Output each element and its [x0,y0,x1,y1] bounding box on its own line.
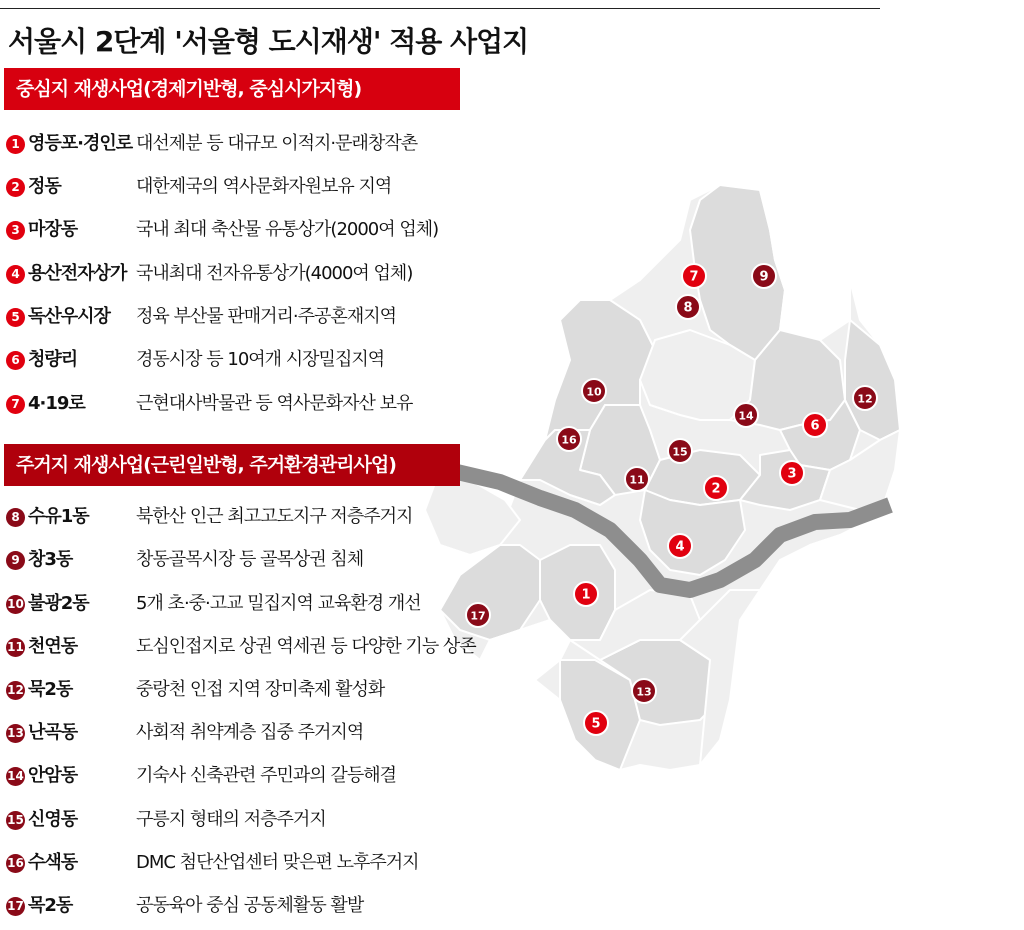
marker-number: 17 [470,609,486,623]
section-central-header: 중심지 재생사업(경제기반형, 중심시가지형) [4,68,460,110]
marker-number: 13 [636,685,652,699]
site-name: 난곡동 [28,722,78,743]
site-description: 사회적 취약계층 집중 주거지역 [136,722,364,743]
site-number-badge: 8 [6,508,25,527]
map-marker-9 [752,264,776,288]
site-number-badge: 5 [6,308,25,327]
site-description: 5개 초·중·고교 밀집지역 교육환경 개선 [136,593,421,614]
site-name: 독산우시장 [28,306,110,327]
site-number-badge: 16 [6,854,25,873]
site-name: 정동 [28,176,61,197]
site-row [4,802,474,838]
site-description: 정육 부산물 판매거리·주공혼재지역 [136,306,396,327]
site-name: 용산전자상가 [28,263,127,284]
top-rule [0,8,880,9]
site-description: 도심인접지로 상권 역세권 등 다양한 기능 상존 [136,636,476,657]
site-name: 4·19로 [28,393,85,414]
marker-number: 14 [738,409,754,423]
site-number-badge: 14 [6,767,25,786]
site-number-badge: 11 [6,638,25,657]
site-row [4,342,474,378]
site-name: 창3동 [28,549,73,570]
site-row [4,499,474,535]
site-name: 마장동 [28,219,78,240]
map-marker-6 [803,413,827,437]
site-number-badge: 4 [6,265,25,284]
map-marker-2 [704,476,728,500]
site-row [4,586,474,622]
site-description: 대선제분 등 대규모 이적지·문래창작촌 [136,133,418,154]
site-number-badge: 10 [6,595,25,614]
site-description: 근현대사박물관 등 역사문화자산 보유 [136,393,413,414]
site-number-badge: 1 [6,135,25,154]
marker-number: 1 [581,587,591,603]
page-title: 서울시 2단계 '서울형 도시재생' 적용 사업지 [8,25,529,58]
marker-number: 7 [689,269,699,285]
site-name: 안암동 [28,765,78,786]
site-number-badge: 2 [6,178,25,197]
marker-number: 10 [586,385,602,399]
site-number-badge: 13 [6,724,25,743]
map-marker-15 [668,439,692,463]
site-row [4,256,474,292]
map-marker-12 [853,386,877,410]
site-number-badge: 6 [6,351,25,370]
marker-number: 4 [675,539,685,555]
site-number-badge: 3 [6,221,25,240]
site-name: 수유1동 [28,506,89,527]
site-number-badge: 7 [6,395,25,414]
site-description: 대한제국의 역사문화자원보유 지역 [136,176,392,197]
map-marker-7 [682,264,706,288]
marker-number: 6 [810,418,820,434]
site-row [4,169,474,205]
site-row [4,715,474,751]
site-description: 공동육아 중심 공동체활동 활발 [136,895,364,916]
marker-number: 9 [759,269,769,285]
site-name: 청량리 [28,349,78,370]
map-marker-10 [582,379,606,403]
map-marker-3 [780,461,804,485]
site-number-badge: 12 [6,681,25,700]
site-row [4,672,474,708]
marker-number: 5 [591,716,601,732]
site-row [4,629,474,665]
marker-number: 12 [857,392,873,406]
map-marker-1 [574,582,598,606]
map-marker-4 [668,534,692,558]
site-description: DMC 첨단산업센터 맞은편 노후주거지 [136,852,419,873]
site-name: 묵2동 [28,679,73,700]
site-number-badge: 15 [6,811,25,830]
site-row [4,542,474,578]
site-description: 경동시장 등 10여개 시장밀집지역 [136,349,385,370]
marker-number: 3 [787,466,797,482]
site-row [4,299,474,335]
site-description: 국내최대 전자유통상가(4000여 업체) [136,263,413,284]
map-marker-8 [676,295,700,319]
site-description: 기숙사 신축관련 주민과의 갈등해결 [136,765,396,786]
site-name: 목2동 [28,895,73,916]
map-marker-14 [734,403,758,427]
map-marker-5 [584,711,608,735]
site-description: 구릉지 형태의 저층주거지 [136,809,326,830]
marker-number: 15 [672,445,688,459]
marker-number: 8 [683,300,693,316]
site-name: 영등포·경인로 [28,133,133,154]
marker-number: 11 [629,473,645,487]
site-name: 신영동 [28,809,78,830]
site-row [4,386,474,422]
site-name: 불광2동 [28,593,89,614]
site-number-badge: 9 [6,551,25,570]
site-row [4,212,474,248]
site-name: 천연동 [28,636,78,657]
site-description: 북한산 인근 최고고도지구 저층주거지 [136,506,413,527]
site-number-badge: 17 [6,897,25,916]
site-description: 중랑천 인접 지역 장미축제 활성화 [136,679,385,700]
site-description: 창동골목시장 등 골목상권 침체 [136,549,364,570]
site-row [4,758,474,794]
section-residential-header: 주거지 재생사업(근린일반형, 주거환경관리사업) [4,444,460,486]
site-description: 국내 최대 축산물 유통상가(2000여 업체) [136,219,439,240]
map-marker-16 [557,427,581,451]
map-marker-11 [625,467,649,491]
map-marker-13 [632,679,656,703]
site-name: 수색동 [28,852,78,873]
marker-number: 2 [711,481,721,497]
site-row [4,126,474,162]
site-row [4,845,474,881]
site-row [4,888,474,924]
marker-number: 16 [561,433,577,447]
